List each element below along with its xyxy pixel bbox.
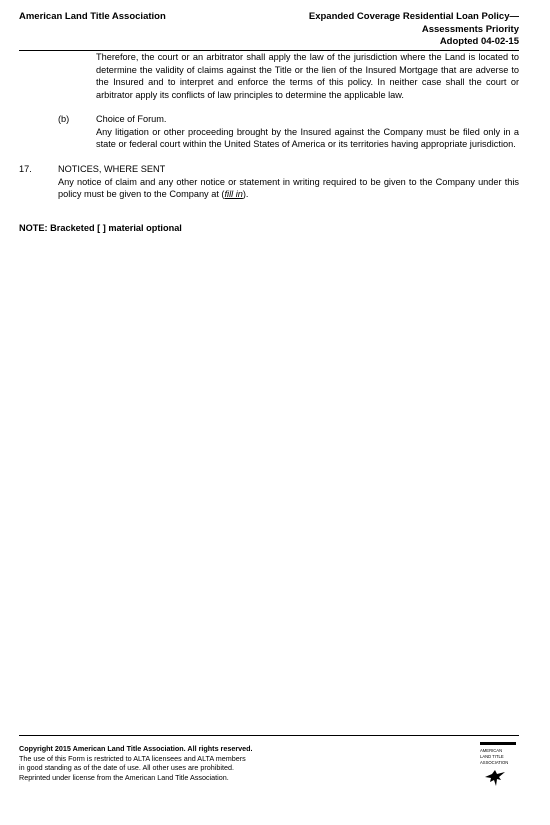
note-bracketed-material: NOTE: Bracketed [ ] material optional [19, 223, 182, 233]
item-b-title: Choice of Forum. [96, 114, 167, 124]
section-17-number: 17. [19, 164, 32, 174]
license-line: in good standing as of the date of use. All other uses are prohibited. [19, 763, 234, 773]
section-17-text-end: ). [242, 189, 249, 199]
header-organization: American Land Title Association [19, 11, 166, 22]
item-b-text: Any litigation or other proceeding brought by the Insured against the Company must be filed only in a state or federal court within the United States of America or its territories having appropriate jurisdiction. [96, 126, 519, 149]
eagle-icon [484, 768, 506, 788]
license-line: Reprinted under license from the American Land Title Association. [19, 772, 229, 782]
license-line: The use of this Form is restricted to ALTA licensees and ALTA members [19, 753, 246, 763]
item-b-label: (b) [58, 114, 70, 124]
section-17-title: NOTICES, WHERE SENT [58, 164, 166, 174]
logo-bar [480, 742, 516, 745]
section-17-text [58, 176, 519, 201]
copyright-line: Copyright 2015 American Land Title Association. All rights reserved. [19, 744, 253, 753]
fill-in-placeholder: fill in [224, 189, 243, 199]
footer-rule [19, 735, 519, 736]
paragraph-choice-of-law: Therefore, the court or an arbitrator shall apply the law of the jurisdiction where the Land is located to determine the validity of claims against the Title or the lien of the Insured Mortgage that are adverse to the Insured and to interpret and enforce the terms of this policy. In neither case shall the court or arbitrator apply its conflicts of law principles to determine the applicable law. [96, 52, 519, 100]
header-adopted-date: Adopted 04-02-15 [439, 36, 519, 47]
header-policy-title [309, 11, 519, 49]
section-17-text-start: Any notice of claim and any other notice or statement in writing required to be given to the Company under this policy must be given to the Company at ( [58, 176, 519, 199]
logo-text-line: AMERICAN [480, 748, 503, 753]
alta-logo [478, 742, 520, 792]
logo-text-line: ASSOCIATION [480, 760, 509, 765]
header-title-line: Expanded Coverage Residential Loan Policy— [308, 11, 519, 22]
header-title-line: Assessments Priority [421, 23, 519, 35]
footer-license-text [19, 744, 339, 782]
logo-text-line: LAND TITLE [480, 754, 504, 759]
